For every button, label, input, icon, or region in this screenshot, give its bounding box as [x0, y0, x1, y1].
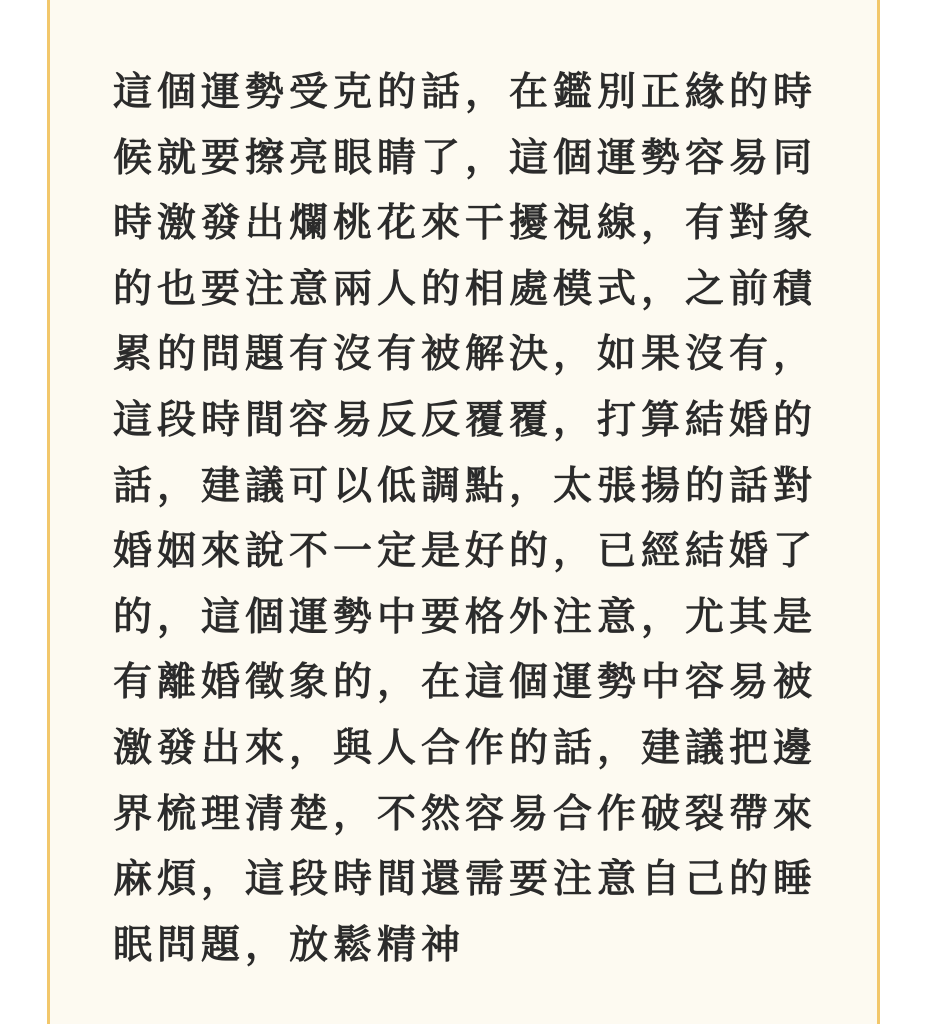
article-line: 眠問題，放鬆精神: [113, 922, 466, 968]
article-line: 這個運勢受克的話，在鑑別正緣的時: [113, 70, 818, 115]
article-line: 激發出來，與人合作的話，建議把邊: [113, 725, 818, 771]
article-line: 婚姻來說不一定是好的，已經結婚了: [113, 529, 818, 575]
article-line: 累的問題有沒有被解決，如果沒有，: [113, 332, 818, 378]
article-line: 界梳理清楚，不然容易合作破裂帶來: [113, 791, 818, 837]
article-line: 有離婚徵象的，在這個運勢中容易被: [113, 660, 818, 706]
article-line: 時激發出爛桃花來干擾視線，有對象: [113, 201, 818, 247]
article-line: 這段時間容易反反覆覆，打算結婚的: [113, 397, 818, 443]
article-line: 話，建議可以低調點，太張揚的話對: [113, 463, 818, 509]
article-line: 的也要注意兩人的相處模式，之前積: [113, 266, 818, 312]
article-card: [47, 0, 880, 1024]
article-line: 的，這個運勢中要格外注意，尤其是: [113, 594, 818, 640]
article-line: 候就要擦亮眼睛了，這個運勢容易同: [113, 135, 818, 181]
article-text: [113, 60, 833, 978]
article-line: 麻煩，這段時間還需要注意自己的睡: [113, 857, 818, 903]
